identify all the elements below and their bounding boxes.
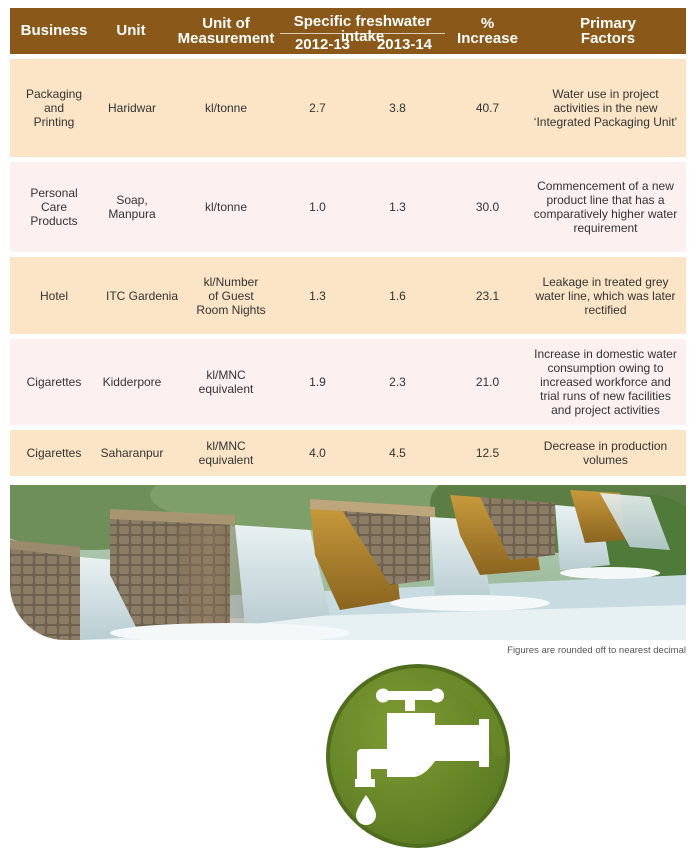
cell-percent: 23.1 [475, 288, 500, 303]
cell-year-1: 1.0 [309, 200, 326, 214]
header-underline [280, 33, 445, 34]
waterfall-weir-photo [10, 485, 686, 640]
table-row [10, 339, 686, 425]
cell-unit: Kidderpore [102, 375, 162, 389]
cell-measure: kl/tonne [204, 200, 248, 214]
cell-year-1: 2.7 [309, 101, 326, 115]
cell-factors: Commencement of a new product line that has a comparatively higher water requirement [533, 179, 678, 235]
header-primary-factors: Primary Factors [580, 15, 636, 47]
header-year-1: 2012-13 [294, 36, 351, 53]
cell-business: Personal Care Products [30, 186, 78, 228]
cell-unit: Saharanpur [100, 446, 164, 460]
cell-percent: 12.5 [475, 446, 500, 460]
cell-year-2: 4.5 [389, 446, 406, 460]
cell-year-2: 1.3 [389, 200, 406, 214]
cell-year-2: 1.6 [389, 288, 406, 303]
footnote: Figures are rounded off to nearest decimal [507, 645, 686, 656]
cell-factors: Decrease in production volumes [543, 439, 668, 467]
table-row [10, 162, 686, 252]
cell-measure: kl/MNC equivalent [198, 368, 254, 396]
cell-year-2: 2.3 [389, 375, 406, 389]
header-intake: Specific freshwater intake [293, 13, 432, 45]
cell-unit: Haridwar [107, 101, 156, 115]
cell-factors: Leakage in treated grey water line, which was later rectified [535, 274, 676, 317]
cell-factors: Increase in domestic water consumption owing to increased workforce and trial runs of new facilities and project activities [534, 347, 677, 417]
table-row [10, 257, 686, 334]
cell-factors: Water use in project activities in the new ‘Integrated Packaging Unit’ [533, 87, 678, 129]
cell-unit: Soap, Manpura [108, 193, 156, 221]
cell-business: Cigarettes [26, 375, 82, 389]
header-percent-increase: % Increase [457, 15, 518, 47]
cell-year-2: 3.8 [389, 101, 406, 115]
cell-measure: kl/tonne [204, 101, 248, 115]
header-year-2: 2013-14 [376, 36, 433, 53]
table-header [10, 8, 686, 54]
cell-year-1: 4.0 [309, 446, 326, 460]
cell-year-1: 1.3 [309, 288, 326, 303]
cell-business: Packaging and Printing [25, 87, 83, 129]
cell-measure: kl/Number of Guest Room Nights [196, 274, 266, 317]
header-unit: Unit [116, 22, 146, 39]
cell-year-1: 1.9 [309, 375, 326, 389]
cell-percent: 40.7 [475, 101, 500, 115]
header-measurement: Unit of Measurement [177, 15, 275, 47]
cell-business: Hotel [39, 288, 68, 303]
cell-measure: kl/MNC equivalent [198, 439, 254, 467]
cell-business: Cigarettes [26, 446, 82, 460]
cell-percent: 30.0 [475, 200, 500, 214]
header-business: Business [20, 22, 88, 39]
freshwater-intake-table [10, 8, 686, 476]
table-row [10, 59, 686, 157]
water-tap-icon [323, 661, 513, 851]
cell-percent: 21.0 [475, 375, 500, 389]
cell-unit: ITC Gardenia [105, 288, 179, 303]
table-row [10, 430, 686, 476]
